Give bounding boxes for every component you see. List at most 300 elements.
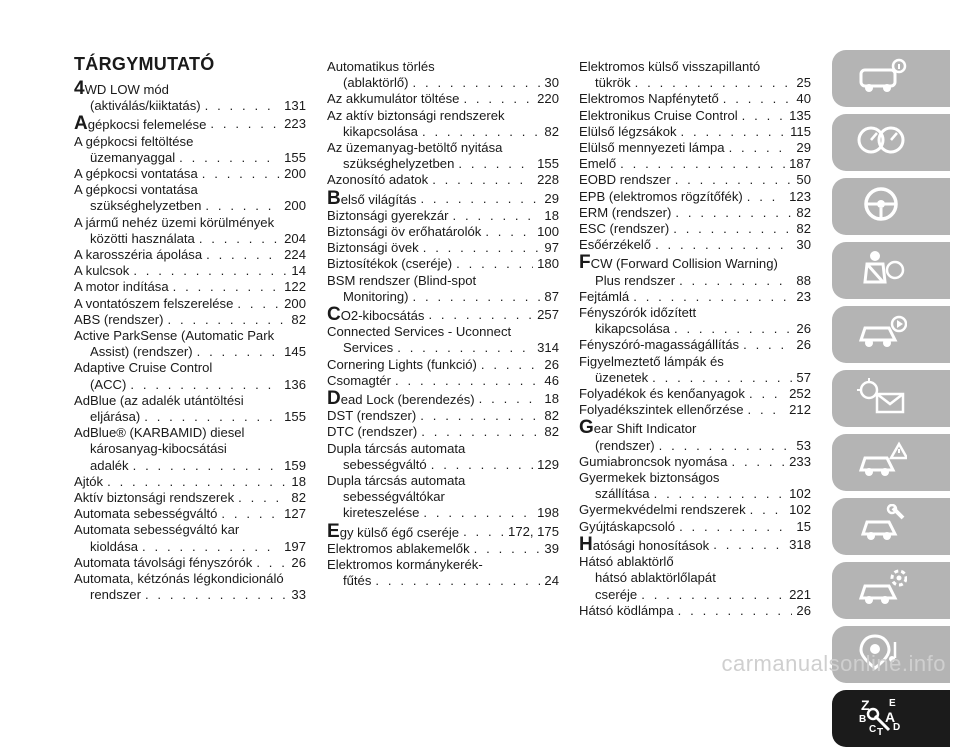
page-number: 127 [284,506,306,522]
page-number: 26 [291,554,306,570]
section-tab[interactable] [832,306,950,363]
index-term [579,337,739,353]
index-line [579,273,811,289]
index-line [327,388,559,410]
index-line [327,441,559,457]
index-term-text: Figyelmeztető lámpák és [579,353,724,369]
page-number: 18 [291,473,306,489]
index-term [579,417,697,439]
index-line [74,441,306,457]
index-line [74,113,306,135]
section-tab[interactable] [832,242,950,299]
index-term-text: első világítás [340,191,417,207]
page-number: 57 [796,369,811,385]
steering-wheel-icon [855,184,907,229]
index-term-text: adalék [90,457,129,473]
index-term [327,273,476,289]
letter-initial: D [327,388,341,410]
index-term [327,324,511,340]
index-line [74,506,306,522]
dot-leader [126,377,280,393]
index-term-text: CW (Forward Collision Warning) [590,256,778,272]
index-term [90,231,195,247]
index-line [579,417,811,439]
dot-leader [371,573,540,589]
index-entry [579,252,811,288]
index-term [74,78,169,99]
section-tab[interactable] [832,690,950,747]
dot-leader [428,172,533,188]
page-number: 97 [544,240,559,256]
page-number: 30 [544,75,559,91]
page-number: 131 [284,98,306,114]
dot-leader [198,166,280,182]
index-entry [327,208,559,224]
index-entry [579,221,811,237]
index-term-text: ABS (rendszer) [74,311,164,327]
index-term [579,554,674,570]
index-entry [579,554,811,603]
dot-leader [738,108,786,124]
index-term-text: Csomagtér [327,372,392,388]
dot-leader [481,224,533,240]
index-icon [855,696,907,741]
page-number: 197 [284,538,306,554]
index-term [327,408,416,424]
index-entry [327,408,559,424]
section-tab[interactable] [832,498,950,555]
index-term [74,215,274,231]
index-entry [74,312,306,328]
page-number: 14 [291,263,306,279]
index-term-text: O2-kibocsátás [340,308,425,324]
index-line [579,140,811,156]
index-term-text: Fényszóró-magasságállítás [579,337,740,353]
letter-initial: F [579,252,591,274]
dot-leader [675,519,792,535]
dot-leader [175,150,280,166]
svg-text:C: C [869,724,877,735]
index-line [74,150,306,166]
dot-leader [424,307,533,324]
index-line [579,91,811,107]
index-entry [579,502,811,518]
dot-leader [739,337,792,353]
index-entry [74,522,306,554]
index-line [579,533,811,555]
index-term [579,221,669,237]
index-term-text: AdBlue® (KARBAMID) diesel [74,425,245,441]
dot-leader [419,240,541,256]
index-line [74,134,306,150]
index-term [327,140,502,156]
page-title: TÁRGYMUTATÓ [74,54,215,74]
dot-leader [477,357,541,373]
index-line [327,208,559,224]
letter-initial: C [327,304,341,326]
page-number: 187 [789,156,811,172]
page-number: 198 [537,505,559,521]
index-entry [327,324,559,356]
index-term [579,289,629,305]
index-line [579,108,811,124]
index-term-text: A vontatószem felszerelése [74,295,234,311]
index-entry [74,113,306,135]
index-line [327,240,559,256]
index-entry [327,187,559,209]
index-entry [579,124,811,140]
dot-leader [677,124,787,140]
index-term-text: Elülső mennyezeti lámpa [579,140,725,156]
index-term [595,570,716,586]
letter-initial: H [579,533,593,555]
dot-leader [651,237,792,253]
index-entry [579,189,811,205]
dot-leader [252,555,287,571]
index-line [74,458,306,474]
index-term [74,490,234,506]
index-term-text: Automata sebességváltó kar [74,522,240,538]
index-line [579,252,811,274]
page-number: 221 [789,586,811,602]
index-column-2 [327,59,559,590]
page-number: 159 [284,457,306,473]
index-term-text: sebességváltó [343,456,427,472]
section-tab[interactable] [832,114,950,171]
index-line [579,402,811,418]
index-entry [327,91,559,107]
index-entry [327,424,559,440]
section-tab[interactable] [832,434,950,491]
page-number: 136 [284,376,306,392]
index-line [327,340,559,356]
index-entry [74,263,306,279]
index-entry [579,305,811,337]
dot-leader [454,156,533,172]
dot-leader [141,587,287,603]
dot-leader [129,458,281,474]
index-term [74,571,284,587]
page-number: 135 [789,107,811,123]
index-term-text: Automatikus törlés [327,59,435,74]
index-term [74,182,198,198]
index-term-text: WD LOW mód [84,82,169,97]
index-term [579,386,745,402]
index-entry [74,571,306,603]
page-number: 26 [796,602,811,618]
index-term-text: Az aktív biztonsági rendszerek [327,107,505,123]
index-term [579,454,727,470]
dot-leader [674,603,793,619]
index-entry [579,337,811,353]
page-number: 88 [796,272,811,288]
index-line [327,557,559,573]
index-line [579,386,811,402]
index-entry [327,256,559,272]
index-term [327,441,465,457]
svg-text:D: D [893,722,901,733]
index-term-text: közötti használata [90,230,195,246]
section-tab[interactable] [832,370,950,427]
index-term-text: atósági honosítások [592,537,710,553]
index-term [343,573,371,589]
index-entry [579,533,811,555]
page-number: 102 [789,502,811,518]
index-term [90,409,140,425]
index-term [327,208,449,224]
index-term [327,373,391,389]
index-line [579,237,811,253]
letter-initial: B [327,187,341,209]
index-term [90,377,126,393]
index-term-text: A gépkocsi feltöltése [74,133,194,149]
index-line [327,457,559,473]
index-entry [74,279,306,295]
index-term-text: Cornering Lights (funkció) [327,356,477,372]
index-line [74,263,306,279]
index-term-text: Az üzemanyag-betöltő nyitása [327,140,503,156]
letter-initial: G [579,417,594,439]
index-line [74,393,306,409]
index-term-text: Services [343,340,394,356]
index-term [579,59,760,75]
index-line [579,354,811,370]
index-term-text: Aktív biztonsági rendszerek [74,490,235,506]
index-line [327,373,559,389]
index-line [579,454,811,470]
svg-text:B: B [859,714,867,725]
index-term-text: (ACC) [90,376,127,392]
index-term-text: Gumiabroncsok nyomása [579,453,728,469]
page-number: 87 [544,288,559,304]
page-number: 26 [796,337,811,353]
index-term-text: DTC (rendszer) [327,424,418,440]
index-term-text: Azonosító adatok [327,172,429,188]
dot-leader [671,172,793,188]
dot-leader [671,205,792,221]
index-term-text: (rendszer) [595,437,655,453]
index-line [327,75,559,91]
index-term-text: Elektromos ablakemelők [327,540,470,556]
index-line [579,205,811,221]
index-line [74,296,306,312]
index-line [327,473,559,489]
index-entry [327,273,559,305]
index-entry [579,59,811,91]
index-term-text: fűtés [343,573,372,589]
index-term [343,156,454,172]
index-line [327,505,559,521]
svg-text:E: E [889,698,896,709]
svg-text:T: T [877,727,884,736]
page-number: 180 [537,256,559,272]
index-term [579,533,710,555]
index-entry [327,140,559,172]
dot-leader [470,541,541,557]
page-number: 257 [537,307,559,323]
index-line [579,570,811,586]
page-number: 26 [544,356,559,372]
index-line [74,587,306,603]
index-line [327,91,559,107]
dot-leader [201,98,281,114]
index-term-text: EPB (elektromos rögzítőfék) [579,188,743,204]
dot-leader [745,386,785,402]
index-term [327,557,483,573]
index-line [327,124,559,140]
index-entry [579,354,811,386]
index-term-text: kikapcsolása [595,321,670,337]
index-entry [579,172,811,188]
index-line [579,603,811,619]
index-term [327,357,477,373]
index-line [327,424,559,440]
page-number: 228 [537,172,559,188]
index-entry [74,425,306,474]
page-number: 200 [284,198,306,214]
page-number: 82 [291,490,306,506]
index-line [579,337,811,353]
dot-leader [416,408,540,424]
index-entry [327,373,559,389]
index-term [74,247,202,263]
index-entry [74,296,306,312]
index-term [579,354,724,370]
section-tab-strip [832,50,960,754]
index-term-text: Automata sebességváltó [74,506,218,522]
index-term [579,305,696,321]
index-line [74,522,306,538]
index-term [343,75,409,91]
page-number: 314 [537,340,559,356]
breakdown-icon [855,440,907,485]
index-term [343,124,418,140]
page-number: 129 [537,456,559,472]
dot-leader [675,273,792,289]
index-term-text: Esőérzékelő [579,237,652,253]
index-line [327,156,559,172]
section-tab[interactable] [832,50,950,107]
index-term-text: EOBD rendszer [579,172,671,188]
index-term-text: BSM rendszer (Blind-spot [327,272,477,288]
index-term-text: szükséghelyzetben [343,156,455,172]
index-entry [579,140,811,156]
index-line [579,124,811,140]
index-entry [579,156,811,172]
page-number: 122 [284,279,306,295]
index-term-text: hátsó ablaktörlőlapát [595,570,716,586]
index-line [74,247,306,263]
index-line [327,59,559,75]
index-line [74,78,306,99]
index-term-text: Monitoring) [343,288,409,304]
section-tab[interactable] [832,178,950,235]
dot-leader [164,312,288,328]
page-number: 53 [796,437,811,453]
index-term [595,321,670,337]
index-term [327,172,428,188]
letter-initial: 4 [74,78,85,99]
index-entry [579,470,811,502]
index-term [327,424,417,440]
dot-leader [417,424,540,440]
index-term [327,224,481,240]
index-term [327,59,435,75]
watermark: carmanualsonline.info [721,651,946,676]
index-line [579,502,811,518]
index-term-text: Biztonsági övek [327,240,419,256]
index-entry [74,393,306,425]
index-line [327,140,559,156]
index-term [595,75,631,91]
index-term-text: rendszer [90,587,141,603]
index-entry [74,490,306,506]
dot-leader [727,454,785,470]
index-term [595,438,655,454]
index-line [74,539,306,555]
index-term-text: kireteszelése [343,505,420,521]
index-line [327,289,559,305]
index-line [327,172,559,188]
section-tab[interactable] [832,562,950,619]
index-term [579,108,738,124]
index-entry [579,108,811,124]
dot-leader [427,457,533,473]
index-line [74,98,306,114]
index-entry [327,541,559,557]
dot-leader [140,409,280,425]
index-entry [579,91,811,107]
index-entry [74,360,306,392]
index-line [579,470,811,486]
index-term [327,256,452,272]
dot-leader [655,438,793,454]
dot-leader [409,289,541,305]
index-line [579,486,811,502]
index-term [343,340,393,356]
index-line [327,256,559,272]
index-term-text: kioldása [90,538,139,554]
index-term-text: (aktiválás/kiiktatás) [90,98,201,114]
page-number: 30 [796,237,811,253]
dot-leader [393,340,533,356]
index-line [74,166,306,182]
index-term [579,252,778,274]
index-column-1 [74,79,306,604]
index-line [74,425,306,441]
page-number: 23 [796,288,811,304]
index-term-text: Gyermekek biztonságos [579,470,720,486]
index-term [74,506,217,522]
dot-leader [103,474,287,490]
dot-leader [725,140,793,156]
index-line [579,189,811,205]
dot-leader [670,321,792,337]
index-term [74,279,169,295]
index-line [327,324,559,340]
index-term [74,166,198,182]
index-line [74,377,306,393]
index-line [579,305,811,321]
index-term-text: Dupla tárcsás automata [327,473,466,489]
index-term [74,328,274,344]
index-line [579,370,811,386]
index-entry [327,388,559,410]
index-term-text: Fejtámlá [579,288,630,304]
dot-leader [616,156,785,172]
index-term-text: szállítása [595,486,650,502]
index-line [74,198,306,214]
